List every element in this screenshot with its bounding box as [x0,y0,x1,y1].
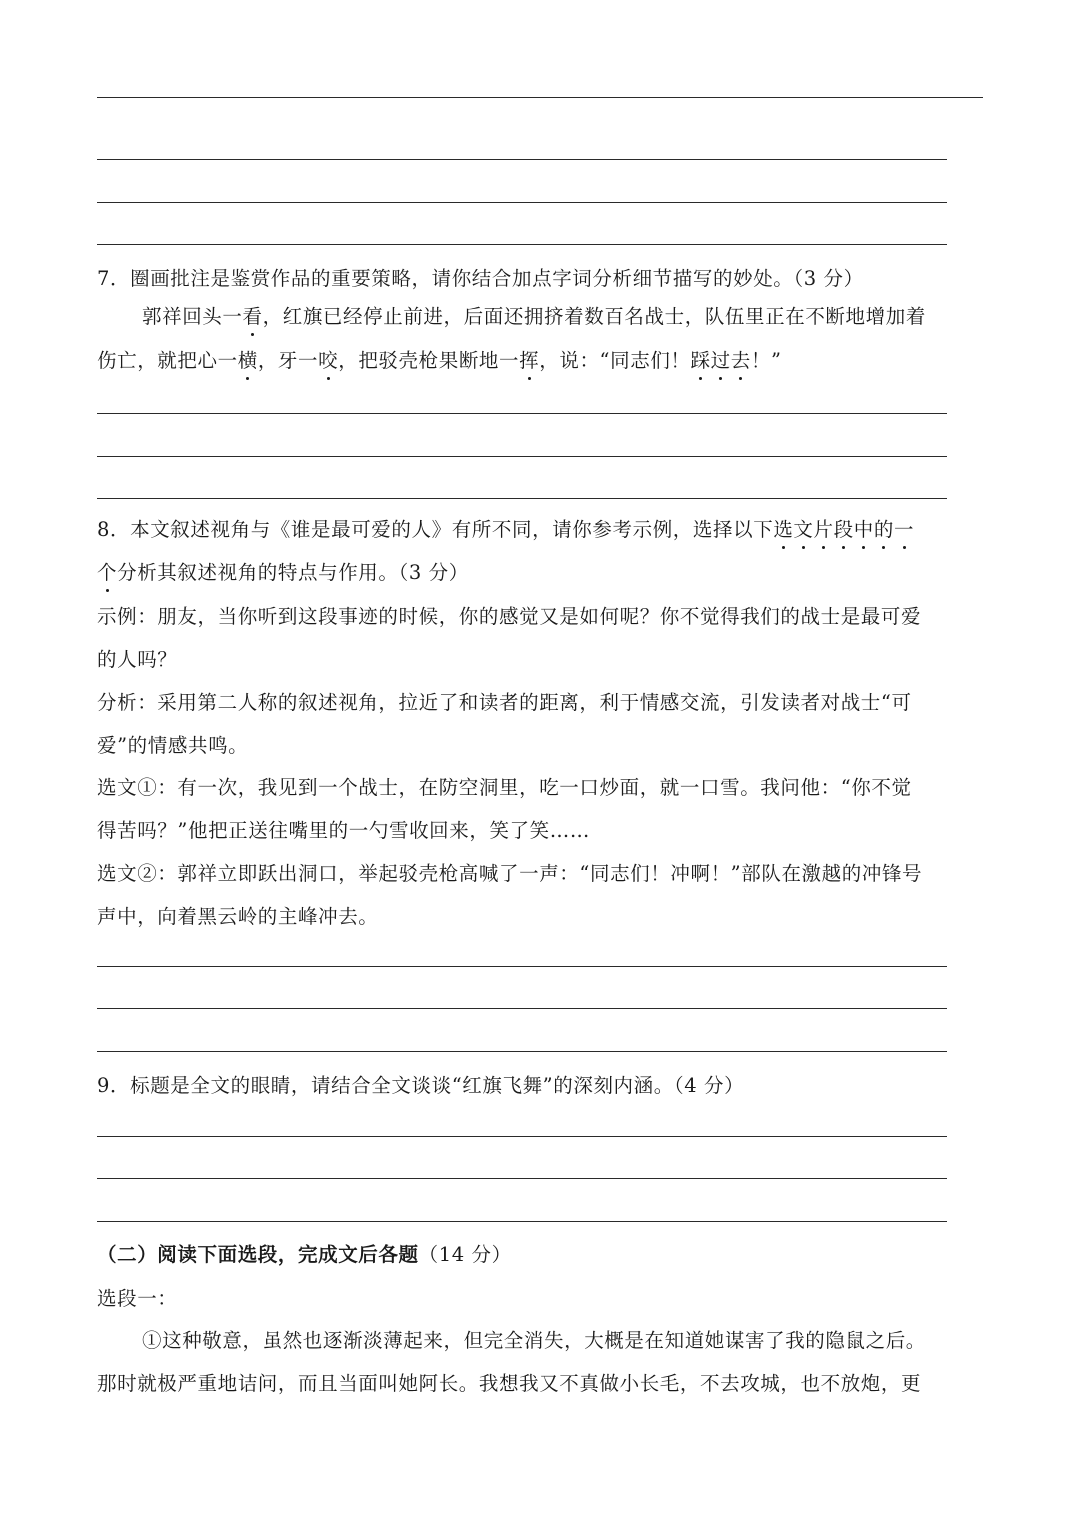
emphasized-char: 踩 [690,349,711,372]
answer-line [97,1008,947,1009]
example-text: 示例：朋友，当你听到这段事迹的时候，你的感觉又是如何呢？你不觉得我们的战士是最可爱 [97,605,922,628]
text-run: 郭祥回头一 [142,305,243,328]
emphasized-char: 个 [97,561,118,584]
emphasized-char: 挥 [519,349,540,372]
selection-2-text: 声中，向着黑云岭的主峰冲去。 [97,905,379,928]
emphasized-char: 横 [237,349,258,372]
text-run: ，牙一 [257,349,319,372]
emphasized-char: 文 [793,518,814,541]
emphasized-char: 中 [853,518,874,541]
emphasized-char: 选 [773,518,794,541]
emphasized-char: 过 [710,349,731,372]
text-run: ，说：“同志们！ [539,349,691,372]
selection-2-text: 选文②：郭祥立即跃出洞口，举起驳壳枪高喊了一声：“同志们！冲啊！”部队在激越的冲锋号 [97,862,923,885]
emphasized-char: 一 [893,518,915,541]
answer-line [97,1051,947,1052]
analysis-text: 爱”的情感共鸣。 [97,734,249,757]
text-run: ，红旗已经停止前进，后面还拥挤着数百名战士，队伍里正在不断地增加着 [262,305,926,328]
answer-line [97,966,947,967]
text-run: 伤亡，就把心一 [97,349,238,372]
selection-1-text: 得苦吗？”他把正送往嘴里的一勺雪收回来，笑了笑…… [97,819,590,842]
answer-line [97,159,947,160]
excerpt-paragraph: ①这种敬意，虽然也逐渐淡薄起来，但完全消失，大概是在知道她谋害了我的隐鼠之后。 [142,1329,926,1352]
text-run: ！” [750,349,782,372]
text-run: ，把驳壳枪果断地一 [338,349,520,372]
answer-line [97,456,947,457]
question-9-prompt: 9．标题是全文的眼睛，请结合全文谈谈“红旗飞舞”的深刻内涵。（4 分） [97,1074,745,1097]
question-7-passage-line-1 [142,305,926,329]
emphasized-char: 段 [833,518,854,541]
section-heading-text: （二）阅读下面选段，完成文后各题 [97,1243,419,1266]
selection-1-text: 选文①：有一次，我见到一个战士，在防空洞里，吃一口炒面，就一口雪。我问他：“你不觉 [97,776,912,799]
section-2-heading [97,1243,512,1267]
emphasized-char: 片 [813,518,834,541]
answer-line [97,1221,947,1222]
emphasized-char: 去 [730,349,751,372]
analysis-text: 分析：采用第二人称的叙述视角，拉近了和读者的距离，利于情感交流，引发读者对战士“可 [97,691,912,714]
emphasized-char: 的 [873,518,894,541]
answer-line [97,1178,947,1179]
answer-line [97,97,983,98]
answer-line [97,498,947,499]
emphasized-char: 咬 [318,349,339,372]
emphasized-char: 看 [242,305,263,328]
excerpt-label: 选段一： [97,1287,178,1310]
answer-line [97,413,947,414]
question-7-passage-line-2 [97,349,782,373]
section-score: （14 分） [418,1243,512,1266]
question-7-prompt: 7．圈画批注是鉴赏作品的重要策略，请你结合加点字词分析细节描写的妙处。（3 分） [97,267,864,290]
question-8-prompt-line-2 [97,561,469,585]
answer-line [97,1136,947,1137]
example-text: 的人吗？ [97,648,178,671]
answer-line [97,202,947,203]
answer-line [97,244,947,245]
excerpt-paragraph: 那时就极严重地诘问，而且当面叫她阿长。我想我又不真做小长毛，不去攻城，也不放炮，更 [97,1372,922,1395]
question-8-prompt-line-1 [97,518,914,542]
text-run: 8．本文叙述视角与《谁是最可爱的人》有所不同，请你参考示例，选择以下 [97,518,774,541]
text-run: 分析其叙述视角的特点与作用。（3 分） [117,561,469,584]
